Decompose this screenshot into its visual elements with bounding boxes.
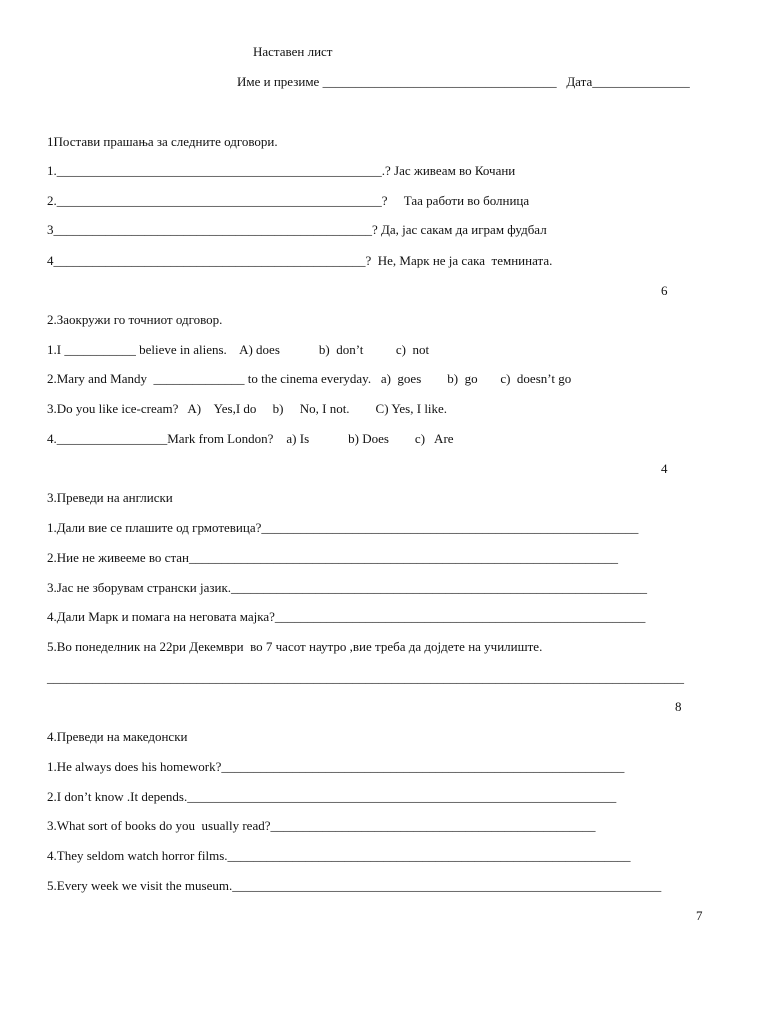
section3-item-1: 1.Дали вие се плашите од грмотевица?__________________________________________________________ — [47, 520, 639, 535]
section3-item-5: 5.Во понеделник на 22ри Декември во 7 часот наутро ,вие треба да дојдете на училиште. — [47, 639, 543, 654]
section2-item-1: 1.I ___________ believe in aliens. A) does b) don’t c) not — [47, 342, 430, 357]
section4-item-1: 1.He always does his homework?______________________________________________________________ — [47, 759, 625, 774]
section1-item-4: 4________________________________________________? Не, Марк не ја сака темнината. — [47, 253, 553, 268]
page-title: Наставен лист — [253, 44, 333, 59]
section4-score: 7 — [696, 908, 703, 923]
section1-item-1: 1.__________________________________________________.? Јас живеам во Кочани — [47, 163, 516, 178]
section4-item-2: 2.I don’t know .It depends.__________________________________________________________________ — [47, 789, 617, 804]
section1-score: 6 — [661, 283, 668, 298]
section1-heading: 1Постави прашања за следните одговори. — [47, 134, 278, 149]
section4-item-4: 4.They seldom watch horror films.______________________________________________________________ — [47, 848, 631, 863]
section2-item-4: 4._________________Mark from London? a) Is b) Does c) Are — [47, 431, 454, 446]
section2-item-3: 3.Do you like ice-cream? A) Yes,I do b) No, I not. C) Yes, I like. — [47, 401, 448, 416]
section2-heading: 2.Заокружи го точниот одговор. — [47, 312, 223, 327]
section3-item-5-answer-line: __________________________________________________________________________________________________ — [47, 670, 684, 685]
name-date-line: Име и презиме ____________________________________ Дата_______________ — [237, 74, 690, 89]
section3-score: 8 — [675, 699, 682, 714]
section2-score: 4 — [661, 461, 668, 476]
section3-item-4: 4.Дали Марк и помага на неговата мајка?_________________________________________________________ — [47, 609, 646, 624]
section4-item-3: 3.What sort of books do you usually read?__________________________________________________ — [47, 818, 596, 833]
section1-item-2: 2.__________________________________________________? Таа работи во болница — [47, 193, 530, 208]
section4-heading: 4.Преведи на македонски — [47, 729, 188, 744]
section3-item-3: 3.Јас не зборувам странски јазик.________________________________________________________________ — [47, 580, 648, 595]
section2-item-2: 2.Mary and Mandy ______________ to the cinema everyday. a) goes b) go c) doesn’t go — [47, 371, 572, 386]
section3-item-2: 2.Ние не живееме во стан__________________________________________________________________ — [47, 550, 619, 565]
section1-item-3: 3_________________________________________________? Да, јас сакам да играм фудбал — [47, 222, 547, 237]
section4-item-5: 5.Every week we visit the museum.__________________________________________________________________ — [47, 878, 662, 893]
section3-heading: 3.Преведи на англиски — [47, 490, 173, 505]
